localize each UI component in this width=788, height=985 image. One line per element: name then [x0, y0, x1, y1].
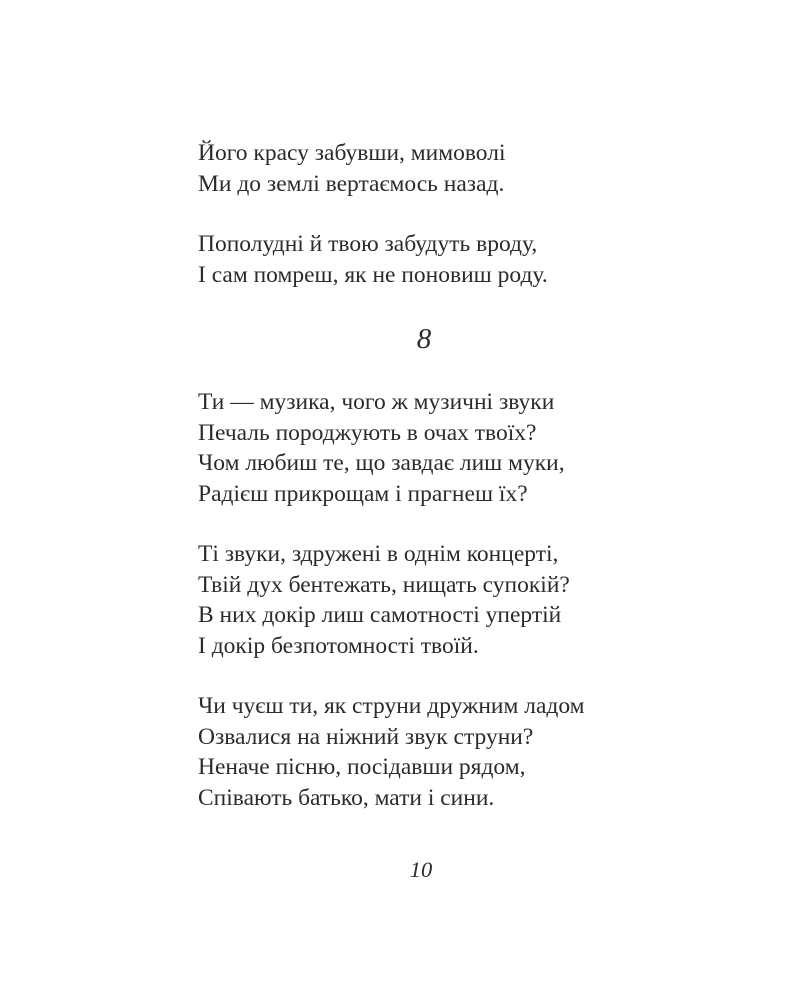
poem-line: Чом любиш те, що завдає лиш муки, [198, 450, 565, 476]
previous-sonnet-ending [198, 138, 668, 290]
poem-line: Озвалися на ніжний звук струни? [198, 723, 534, 750]
stanza [198, 138, 668, 199]
stanza [198, 539, 668, 661]
poem-line: Ті звуки, здружені в однім концерті, [198, 541, 559, 567]
poem-line: Його красу забувши, мимоволі [198, 140, 506, 166]
poem-line: І докір безпотомності твоїй. [198, 632, 479, 659]
poem-line: І сам помреш, як не поновиш роду. [198, 261, 548, 288]
poem-line: В них докір лиш самотності упертій [198, 602, 562, 628]
sonnet-body [198, 387, 668, 813]
poem-line: Співають батько, мати і сини. [198, 784, 495, 811]
sonnet-number: 8 [416, 323, 432, 355]
page-number: 10 [409, 857, 433, 882]
poem-line: Радієш прикрощам і прагнеш їх? [198, 480, 528, 507]
stanza [198, 691, 668, 813]
poem-line: Печаль породжують в очах твоїх? [198, 419, 537, 446]
stanza [198, 229, 668, 290]
poem-line: Твій дух бентежать, нищать супокій? [198, 571, 570, 598]
poem-line: Неначе пісню, посідавши рядом, [198, 754, 526, 780]
poem-line: Ми до землі вертаємось назад. [198, 170, 505, 197]
poem-line: Ти — музика, чого ж музичні звуки [198, 389, 555, 415]
poem-line: Чи чуєш ти, як струни дружним ладом [198, 693, 585, 719]
stanza [198, 387, 668, 509]
poem-line: Пополудні й твою забудуть вроду, [198, 231, 538, 257]
